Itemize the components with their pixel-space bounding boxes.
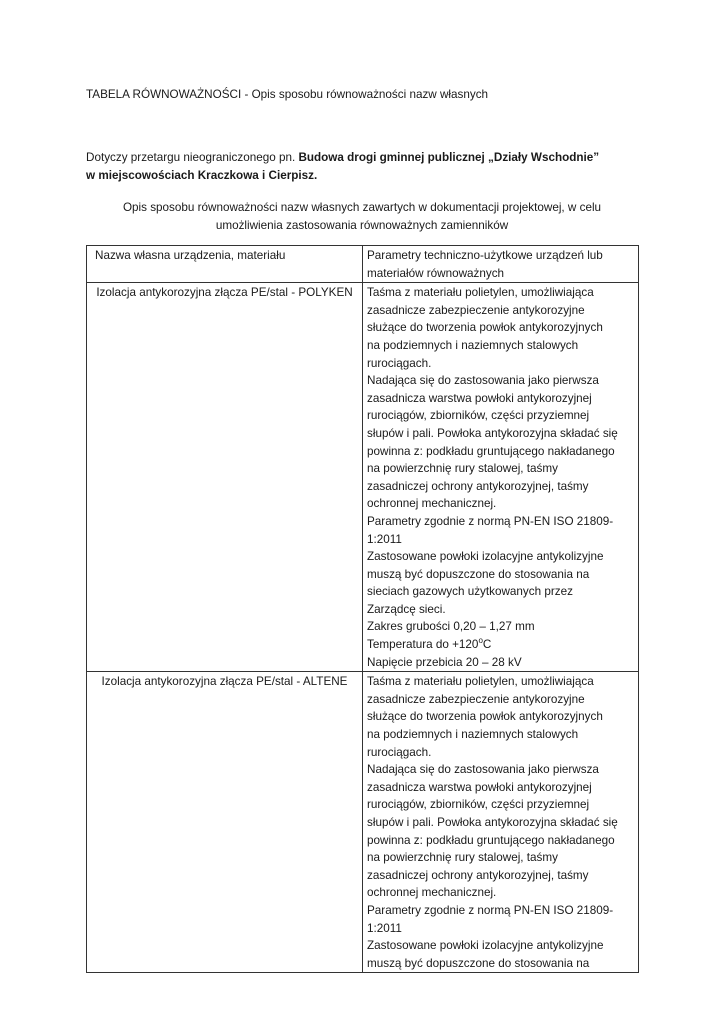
tender-intro [86, 149, 646, 185]
description-line: umożliwienia zastosowania równoważnych zamienników [215, 219, 509, 232]
row-params-cell [363, 283, 639, 672]
intro-prefix: Dotyczy przetargu nieograniczonego pn. [86, 151, 299, 164]
param-line: zasadnicze zabezpieczenie antykorozyjne [367, 692, 585, 706]
description [86, 199, 638, 235]
temperature-unit: C [482, 638, 492, 652]
param-line: powinna z: podkładu gruntującego nakładanego [367, 833, 615, 847]
param-line: na podziemnych i naziemnych stalowych [367, 338, 579, 352]
equivalence-table [86, 245, 639, 973]
param-line: na powierzchnię rury stalowej, taśmy [367, 851, 558, 865]
document-title: TABELA RÓWNOWAŻNOŚCI - Opis sposobu równoważności nazw własnych [86, 88, 489, 101]
param-line: Parametry zgodnie z normą PN-EN ISO 21809- [367, 514, 614, 528]
table-row [87, 283, 639, 672]
param-line: 1:2011 [367, 921, 402, 935]
degree-symbol: o [478, 636, 483, 646]
param-line: Nadająca się do zastosowania jako pierwsza [367, 763, 599, 777]
param-line: Taśma z materiału polietylen, umożliwiająca [367, 286, 594, 300]
header-params-line: materiałów równoważnych [367, 266, 505, 280]
row-name-cell [87, 672, 363, 973]
table-row [87, 672, 639, 973]
param-line: rurociągów, zbiorników, części przyziemnej [367, 409, 590, 423]
description-line: Opis sposobu równoważności nazw własnych zawartych w dokumentacji projektowej, w celu [122, 201, 602, 214]
param-line: na podziemnych i naziemnych stalowych [367, 728, 579, 742]
param-line: ochronnej mechanicznej. [367, 886, 497, 900]
row-name-cell [87, 283, 363, 672]
table-header-row [87, 246, 639, 283]
header-cell-params [363, 246, 639, 283]
param-line: Zakres grubości 0,20 – 1,27 mm [367, 620, 535, 634]
param-line: sieciach gazowych użytkowanych przez [367, 585, 573, 599]
param-line: 1:2011 [367, 532, 402, 546]
header-cell-name [87, 246, 363, 283]
temperature-line [367, 636, 634, 654]
param-line: Parametry zgodnie z normą PN-EN ISO 21809- [367, 903, 614, 917]
param-line: służące do tworzenia powłok antykorozyjnych [367, 710, 603, 724]
param-line: Zarządcę sieci. [367, 602, 446, 616]
param-line: Taśma z materiału polietylen, umożliwiająca [367, 675, 594, 689]
param-line: słupów i pali. Powłoka antykorozyjna składać się [367, 426, 618, 440]
param-line: służące do tworzenia powłok antykorozyjnych [367, 321, 603, 335]
param-line: zasadniczej ochrony antykorozyjnej, taśmy [367, 479, 589, 493]
row-name: Izolacja antykorozyjna złącza PE/stal - ALTENE [101, 675, 348, 689]
param-line: rurociągów, zbiorników, części przyziemnej [367, 798, 590, 812]
param-line: rurociągach. [367, 745, 432, 759]
project-location: w miejscowościach Kraczkowa i Cierpisz. [86, 169, 318, 182]
param-line: zasadnicza warstwa powłoki antykorozyjnej [367, 391, 592, 405]
project-name: Budowa drogi gminnej publicznej „Działy Wschodnie” [298, 151, 600, 164]
param-line: zasadnicza warstwa powłoki antykorozyjnej [367, 780, 592, 794]
param-line: muszą być dopuszczone do stosowania na [367, 956, 590, 970]
param-line: rurociągach. [367, 356, 432, 370]
header-params-line: Parametry techniczno-użytkowe urządzeń lub [367, 249, 603, 262]
header-name-label: Nazwa własna urządzenia, materiału [95, 249, 286, 262]
param-line: zasadnicze zabezpieczenie antykorozyjne [367, 303, 585, 317]
param-line: Nadająca się do zastosowania jako pierwsza [367, 374, 599, 388]
row-params-cell [363, 672, 639, 973]
param-line: zasadniczej ochrony antykorozyjnej, taśmy [367, 868, 589, 882]
temperature-text: Temperatura do +120 [367, 638, 479, 652]
voltage-line: Napięcie przebicia 20 – 28 kV [367, 655, 522, 669]
row-name: Izolacja antykorozyjna złącza PE/stal - POLYKEN [96, 286, 353, 300]
param-line: Zastosowane powłoki izolacyjne antykolizyjne [367, 939, 604, 953]
param-line: muszą być dopuszczone do stosowania na [367, 567, 590, 581]
param-line: powinna z: podkładu gruntującego nakładanego [367, 444, 615, 458]
param-line: ochronnej mechanicznej. [367, 497, 497, 511]
param-line: słupów i pali. Powłoka antykorozyjna składać się [367, 816, 618, 829]
param-line: Zastosowane powłoki izolacyjne antykolizyjne [367, 550, 604, 564]
param-line: na powierzchnię rury stalowej, taśmy [367, 462, 558, 476]
